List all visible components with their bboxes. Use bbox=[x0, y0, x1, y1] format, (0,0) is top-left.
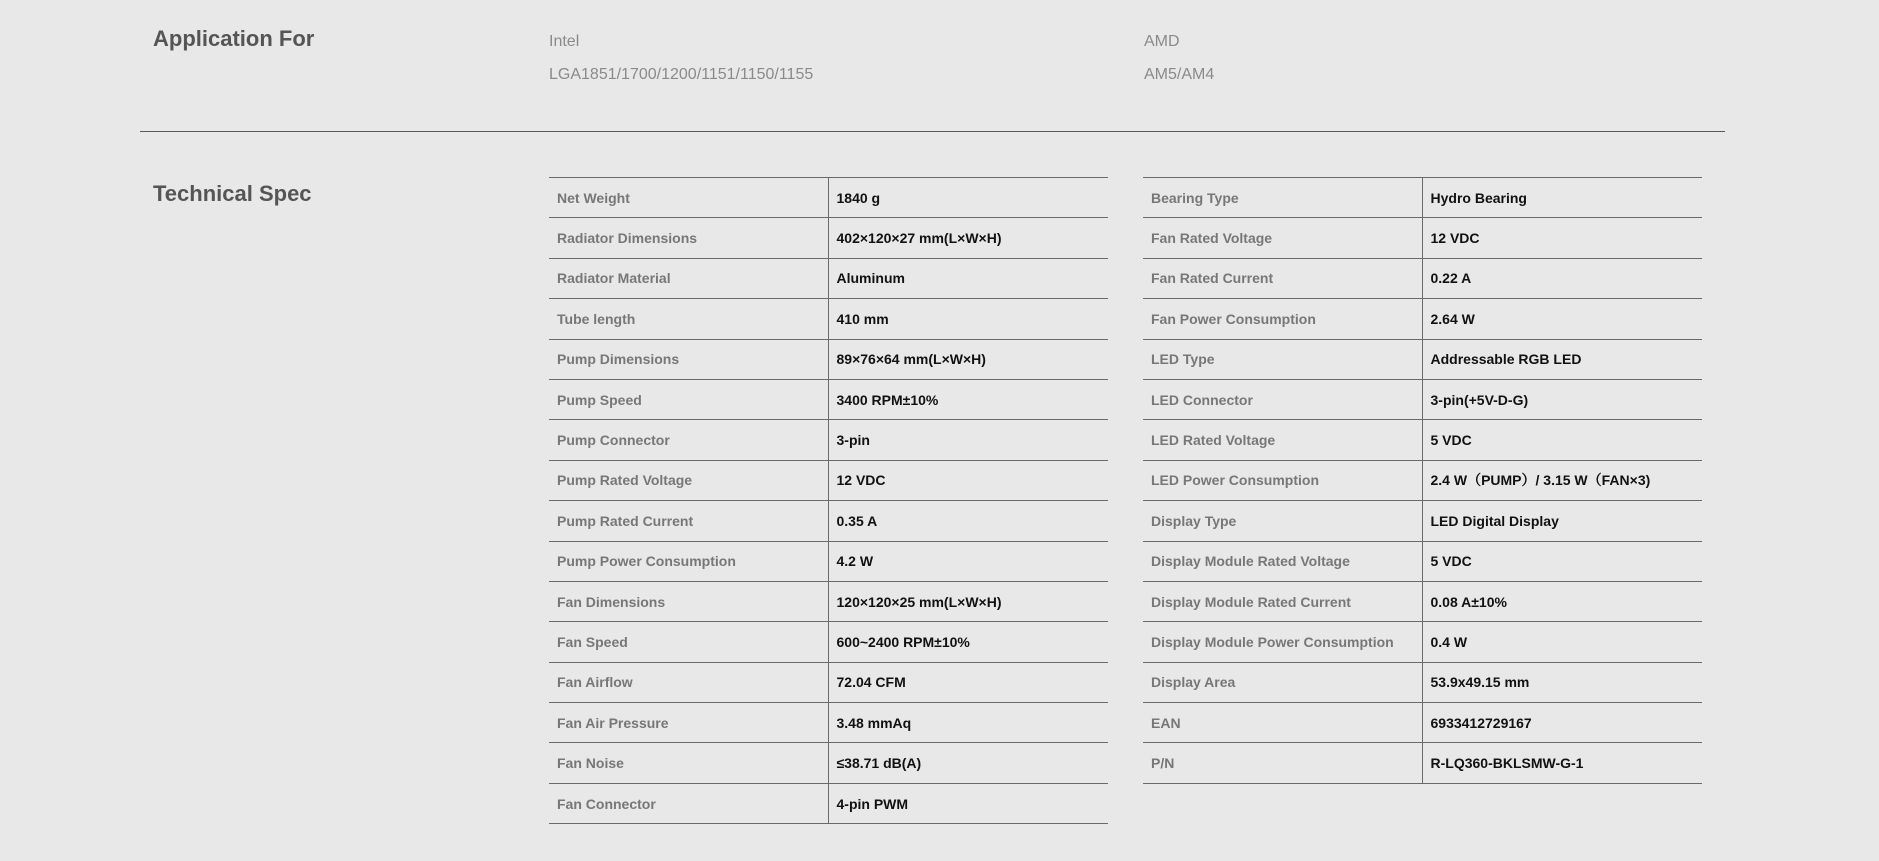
spec-value: Addressable RGB LED bbox=[1422, 339, 1702, 379]
spec-value: 5 VDC bbox=[1422, 420, 1702, 460]
spec-row bbox=[549, 743, 1108, 783]
spec-value: 0.22 A bbox=[1422, 258, 1702, 298]
spec-value: LED Digital Display bbox=[1422, 501, 1702, 541]
spec-value: 600~2400 RPM±10% bbox=[828, 622, 1108, 662]
spec-row bbox=[1143, 581, 1702, 621]
spec-label: Fan Connector bbox=[549, 783, 828, 823]
spec-label: LED Connector bbox=[1143, 379, 1422, 419]
spec-value: 5 VDC bbox=[1422, 541, 1702, 581]
spec-value: 89×76×64 mm(L×W×H) bbox=[828, 339, 1108, 379]
spec-row bbox=[549, 379, 1108, 419]
spec-row bbox=[1143, 703, 1702, 743]
spec-label: Net Weight bbox=[549, 178, 828, 218]
spec-row bbox=[1143, 339, 1702, 379]
intel-sockets: LGA1851/1700/1200/1151/1150/1155 bbox=[549, 66, 814, 83]
spec-value: 2.64 W bbox=[1422, 299, 1702, 339]
spec-row bbox=[1143, 299, 1702, 339]
spec-row bbox=[549, 581, 1108, 621]
spec-label: Fan Rated Current bbox=[1143, 258, 1422, 298]
spec-value: 2.4 W（PUMP）/ 3.15 W（FAN×3) bbox=[1422, 460, 1702, 500]
spec-value: 3-pin bbox=[828, 420, 1108, 460]
spec-value: 410 mm bbox=[828, 299, 1108, 339]
spec-row bbox=[549, 299, 1108, 339]
spec-row bbox=[549, 460, 1108, 500]
spec-label: Pump Speed bbox=[549, 379, 828, 419]
spec-label: Fan Airflow bbox=[549, 662, 828, 702]
spec-row bbox=[1143, 501, 1702, 541]
spec-label: Pump Dimensions bbox=[549, 339, 828, 379]
spec-label: Radiator Dimensions bbox=[549, 218, 828, 258]
spec-label: LED Power Consumption bbox=[1143, 460, 1422, 500]
spec-row bbox=[549, 783, 1108, 823]
spec-label: LED Rated Voltage bbox=[1143, 420, 1422, 460]
spec-label: LED Type bbox=[1143, 339, 1422, 379]
spec-row bbox=[1143, 541, 1702, 581]
spec-value: 0.4 W bbox=[1422, 622, 1702, 662]
technical-spec-heading: Technical Spec bbox=[153, 181, 312, 206]
spec-label: Pump Power Consumption bbox=[549, 541, 828, 581]
spec-row bbox=[549, 218, 1108, 258]
spec-label: Fan Air Pressure bbox=[549, 703, 828, 743]
spec-row bbox=[549, 501, 1108, 541]
spec-value: ≤38.71 dB(A) bbox=[828, 743, 1108, 783]
spec-row bbox=[1143, 218, 1702, 258]
spec-value: 12 VDC bbox=[828, 460, 1108, 500]
spec-value: Hydro Bearing bbox=[1422, 178, 1702, 218]
spec-value: 402×120×27 mm(L×W×H) bbox=[828, 218, 1108, 258]
spec-row bbox=[549, 662, 1108, 702]
spec-row bbox=[1143, 662, 1702, 702]
spec-value: 3400 RPM±10% bbox=[828, 379, 1108, 419]
spec-row bbox=[549, 258, 1108, 298]
spec-value: R-LQ360-BKLSMW-G-1 bbox=[1422, 743, 1702, 783]
spec-row bbox=[549, 541, 1108, 581]
spec-value: 3.48 mmAq bbox=[828, 703, 1108, 743]
spec-row bbox=[549, 420, 1108, 460]
spec-value: 120×120×25 mm(L×W×H) bbox=[828, 581, 1108, 621]
spec-row bbox=[549, 339, 1108, 379]
amd-sockets: AM5/AM4 bbox=[1144, 66, 1215, 83]
intel-label: Intel bbox=[549, 33, 580, 50]
spec-label: Display Module Power Consumption bbox=[1143, 622, 1422, 662]
spec-label: Fan Rated Voltage bbox=[1143, 218, 1422, 258]
spec-value: 3-pin(+5V-D-G) bbox=[1422, 379, 1702, 419]
spec-value: 4-pin PWM bbox=[828, 783, 1108, 823]
amd-label: AMD bbox=[1144, 33, 1180, 50]
spec-table-left bbox=[549, 177, 1108, 824]
spec-label: Pump Connector bbox=[549, 420, 828, 460]
spec-value: 12 VDC bbox=[1422, 218, 1702, 258]
spec-label: Fan Noise bbox=[549, 743, 828, 783]
spec-label: Tube length bbox=[549, 299, 828, 339]
spec-value: Aluminum bbox=[828, 258, 1108, 298]
spec-row bbox=[1143, 420, 1702, 460]
spec-label: P/N bbox=[1143, 743, 1422, 783]
spec-row bbox=[1143, 258, 1702, 298]
spec-row bbox=[549, 622, 1108, 662]
spec-label: Display Type bbox=[1143, 501, 1422, 541]
spec-value: 72.04 CFM bbox=[828, 662, 1108, 702]
spec-table-right bbox=[1143, 177, 1702, 784]
spec-row bbox=[1143, 379, 1702, 419]
spec-label: Display Module Rated Voltage bbox=[1143, 541, 1422, 581]
spec-row bbox=[1143, 622, 1702, 662]
spec-value: 6933412729167 bbox=[1422, 703, 1702, 743]
spec-row bbox=[1143, 460, 1702, 500]
application-for-heading: Application For bbox=[153, 26, 315, 51]
spec-label: Display Area bbox=[1143, 662, 1422, 702]
spec-value: 0.35 A bbox=[828, 501, 1108, 541]
spec-label: Fan Power Consumption bbox=[1143, 299, 1422, 339]
spec-row bbox=[1143, 178, 1702, 218]
spec-label: Fan Speed bbox=[549, 622, 828, 662]
spec-row bbox=[549, 703, 1108, 743]
spec-label: Radiator Material bbox=[549, 258, 828, 298]
spec-label: Bearing Type bbox=[1143, 178, 1422, 218]
spec-row bbox=[1143, 743, 1702, 783]
spec-value: 0.08 A±10% bbox=[1422, 581, 1702, 621]
spec-row bbox=[549, 178, 1108, 218]
spec-value: 4.2 W bbox=[828, 541, 1108, 581]
spec-label: Display Module Rated Current bbox=[1143, 581, 1422, 621]
spec-value: 53.9x49.15 mm bbox=[1422, 662, 1702, 702]
spec-label: Pump Rated Current bbox=[549, 501, 828, 541]
spec-label: EAN bbox=[1143, 703, 1422, 743]
spec-value: 1840 g bbox=[828, 178, 1108, 218]
spec-label: Fan Dimensions bbox=[549, 581, 828, 621]
spec-label: Pump Rated Voltage bbox=[549, 460, 828, 500]
section-divider bbox=[140, 131, 1725, 132]
